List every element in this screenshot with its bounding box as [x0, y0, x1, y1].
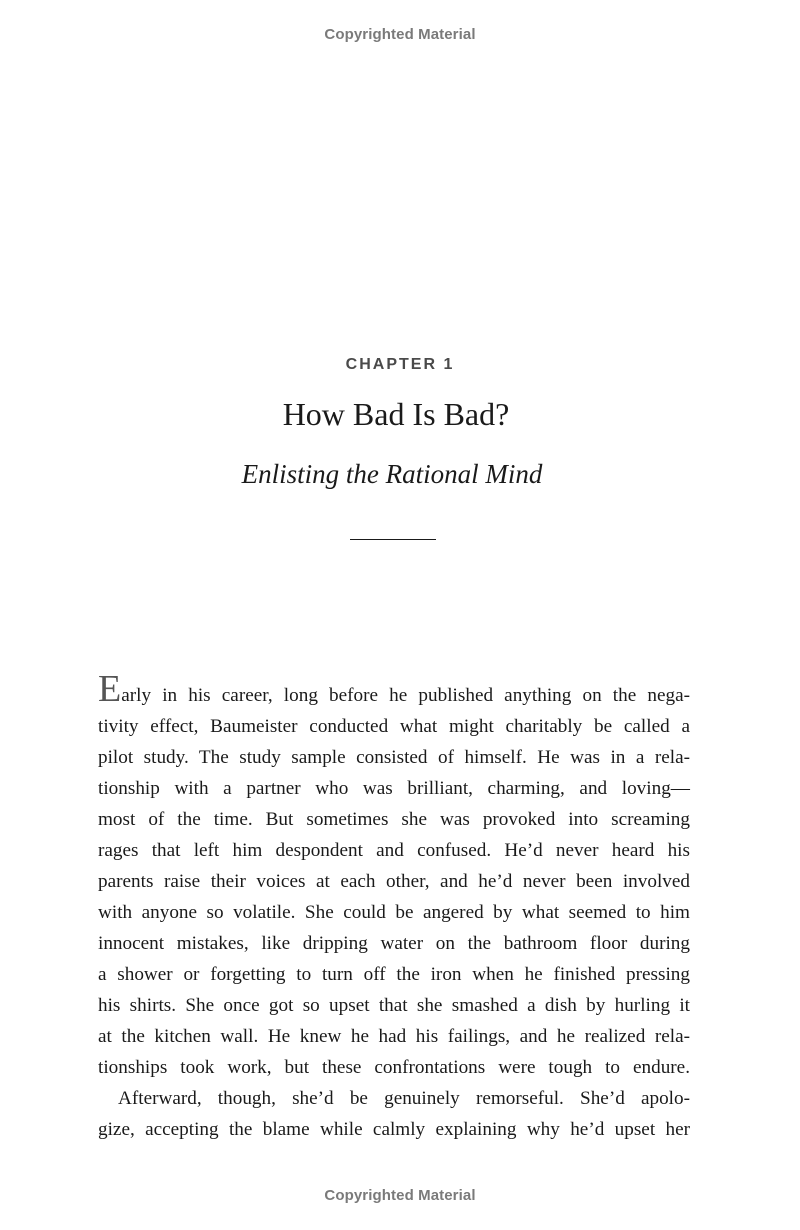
text-line: most of the time. But sometimes she was provoked into screaming — [98, 809, 690, 830]
chapter-title: How Bad Is Bad? — [282, 396, 510, 432]
chapter-subtitle: Enlisting the Rational Mind — [241, 459, 543, 489]
text-line-content: arly in his career, long before he published anything on the nega- — [121, 685, 690, 706]
text-line: his shirts. She once got so upset that she smashed a dish by hurling it — [98, 995, 690, 1016]
body-text — [98, 668, 690, 1145]
chapter-label: CHAPTER 1 — [345, 356, 455, 373]
text-line: innocent mistakes, like dripping water on the bathroom floor during — [98, 933, 690, 954]
text-line: Afterward, though, she’d be genuinely remorseful. She’d apolo- — [118, 1088, 690, 1109]
copyright-watermark-bottom: Copyrighted Material — [324, 1187, 476, 1204]
text-line: a shower or forgetting to turn off the iron when he finished pressing — [98, 964, 690, 985]
drop-cap: E — [98, 668, 122, 710]
text-line: gize, accepting the blame while calmly explaining why he’d upset her — [98, 1119, 690, 1140]
text-line: at the kitchen wall. He knew he had his failings, and he realized rela- — [98, 1026, 690, 1047]
title-rule — [350, 539, 436, 540]
copyright-watermark-top: Copyrighted Material — [324, 26, 476, 43]
text-line: rages that left him despondent and confused. He’d never heard his — [98, 840, 690, 861]
text-line: with anyone so volatile. She could be angered by what seemed to him — [98, 902, 690, 923]
text-line: pilot study. The study sample consisted of himself. He was in a rela- — [98, 747, 690, 768]
text-line — [98, 668, 690, 711]
text-line: parents raise their voices at each other, and he’d never been involved — [98, 871, 690, 892]
text-line: tionships took work, but these confrontations were tough to endure. — [98, 1057, 690, 1078]
text-line: tivity effect, Baumeister conducted what might charitably be called a — [98, 716, 690, 737]
text-line: tionship with a partner who was brilliant, charming, and loving— — [98, 778, 690, 799]
